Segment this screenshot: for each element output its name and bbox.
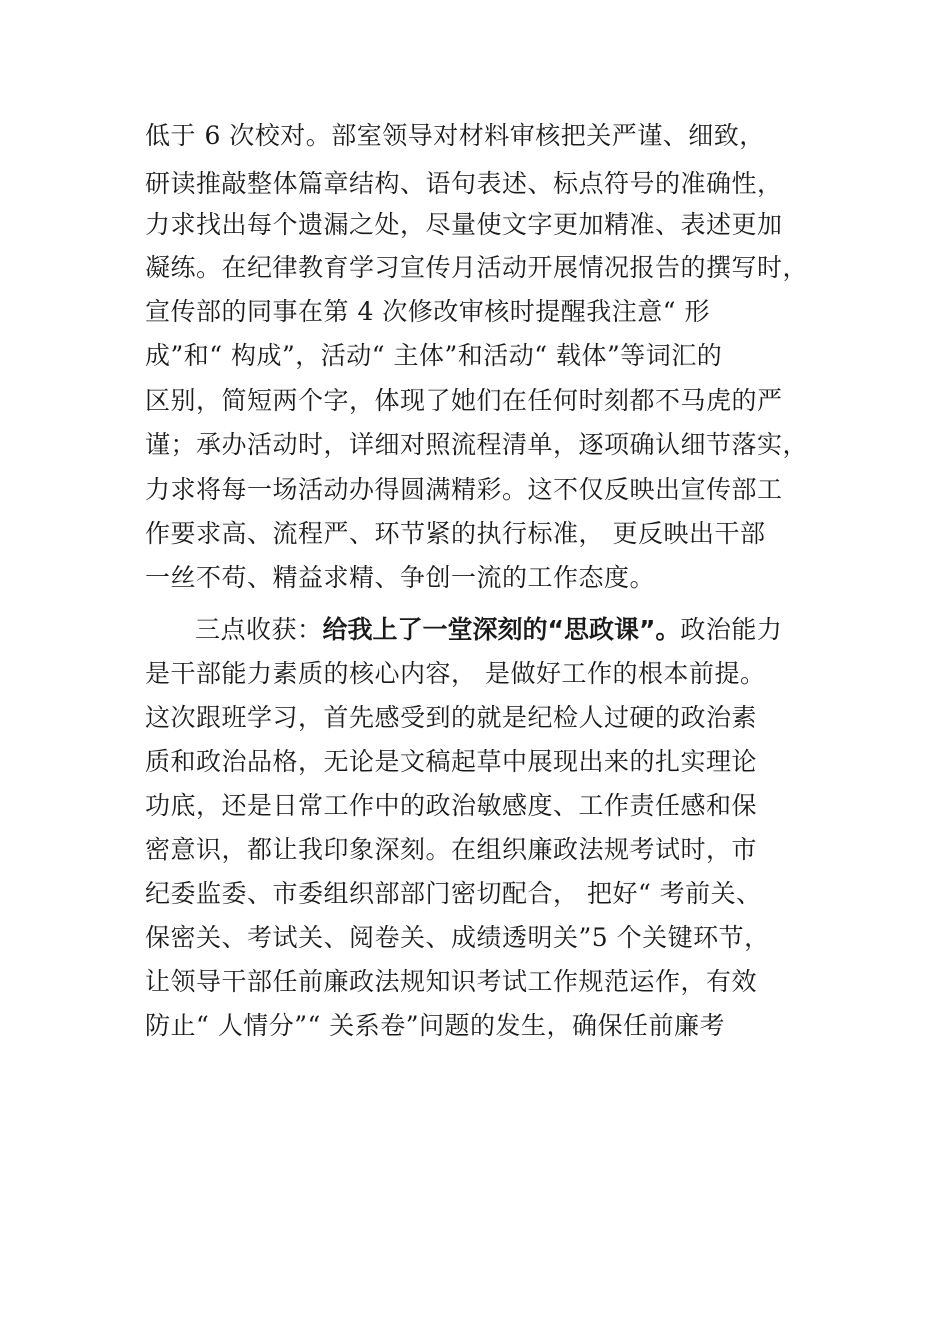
paragraph-2-line-4: 质和政治品格，无论是文稿起草中展现出来的扎实理论 [145, 747, 758, 776]
paragraph-1-line-6: 成”和“ 构成”，活动“ 主体”和活动“ 载体”等词汇的 [145, 341, 723, 370]
paragraph-2-heading: 给我上了一堂深刻的“思政课”。 [322, 615, 681, 644]
paragraph-2-line-7: 纪委监委、市委组织部部门密切配合， 把好“ 考前关、 [145, 879, 762, 908]
paragraph-1-line-1: 低于 6 次校对。部室领导对材料审核把关严谨、细致， [145, 121, 765, 150]
paragraph-2-line-9: 让领导干部任前廉政法规知识考试工作规范运作，有效 [145, 967, 758, 996]
paragraph-2-first-line [195, 614, 782, 646]
paragraph-1-line-10: 作要求高、流程严、环节紧的执行标准， 更反映出干部 [145, 519, 766, 548]
paragraph-2-lead: 三点收获： [195, 615, 323, 644]
paragraph-1-line-2: 研读推敲整体篇章结构、语句表述、标点符号的准确性， [145, 169, 783, 198]
paragraph-2-line-2: 是干部能力素质的核心内容， 是做好工作的根本前提。 [145, 659, 766, 688]
paragraph-1-line-5: 宣传部的同事在第 4 次修改审核时提醒我注意“ 形 [145, 297, 711, 326]
paragraph-2-line-6: 密意识，都让我印象深刻。在组织廉政法规考试时，市 [145, 835, 758, 864]
paragraph-1-line-11: 一丝不苟、精益求精、争创一流的工作态度。 [145, 563, 656, 592]
paragraph-1-line-3: 力求找出每个遗漏之处，尽量使文字更加精准、表述更加 [145, 210, 783, 239]
paragraph-2-line-10: 防止“ 人情分”“ 关系卷”问题的发生，确保任前廉考 [145, 1011, 726, 1040]
paragraph-1-line-4: 凝练。在纪律教育学习宣传月活动开展情况报告的撰写时， [145, 253, 809, 282]
paragraph-2-first-line-rest: 政治能力 [680, 615, 783, 644]
paragraph-2-line-3: 这次跟班学习，首先感受到的就是纪检人过硬的政治素 [145, 703, 758, 732]
paragraph-2-line-8: 保密关、考试关、阅卷关、成绩透明关”5 个关键环节， [145, 923, 770, 952]
paragraph-1-line-7: 区别，简短两个字，体现了她们在任何时刻都不马虎的严 [145, 386, 783, 415]
paragraph-1-line-9: 力求将每一场活动办得圆满精彩。这不仅反映出宣传部工 [145, 475, 783, 504]
paragraph-2-line-5: 功底，还是日常工作中的政治敏感度、工作责任感和保 [145, 791, 758, 820]
paragraph-1-line-8: 谨；承办活动时，详细对照流程清单，逐项确认细节落实， [145, 430, 809, 459]
